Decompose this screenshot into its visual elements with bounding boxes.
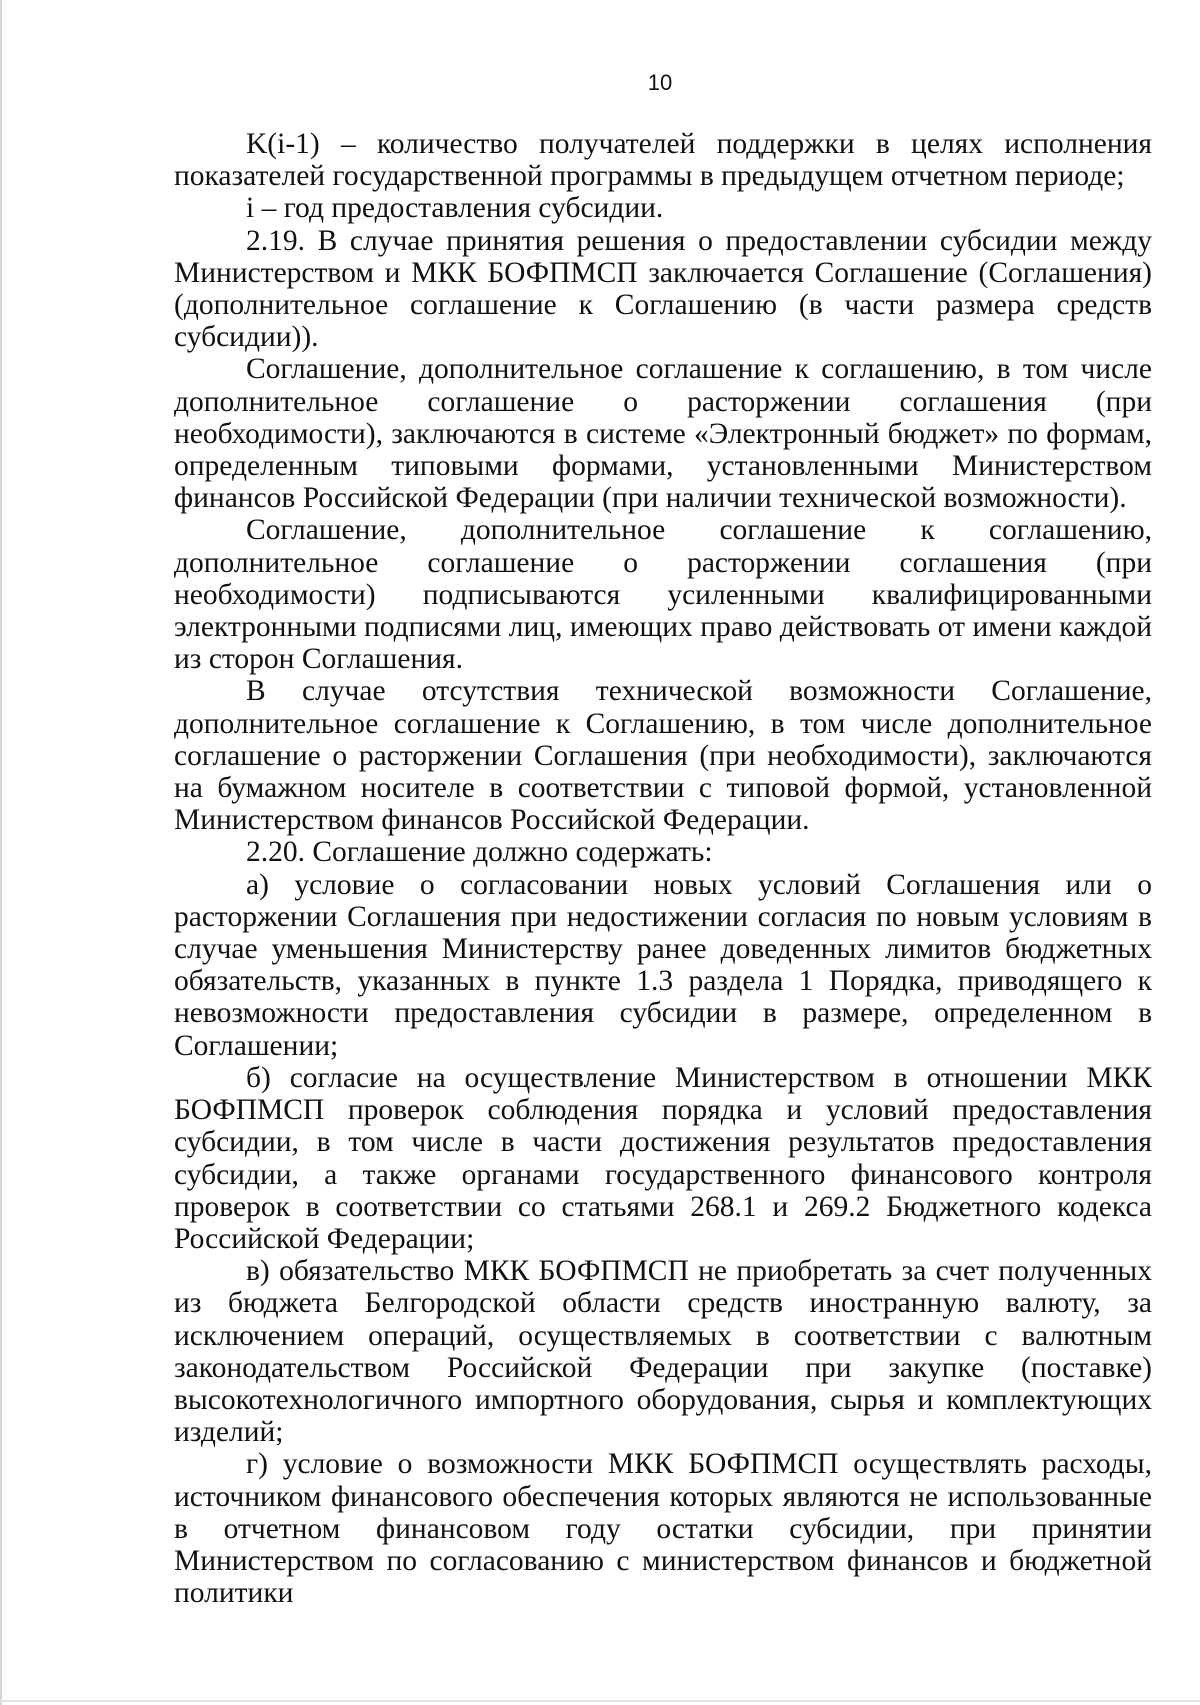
page-number: 10 (647, 70, 673, 95)
paragraph: 2.19. В случае принятия решения о предоставлении субсидии между Министерством и МКК БОФПМСП заключается Соглашение (Соглашения) (дополнительное соглашение к Соглашению (в части размера средств субсидии)). (174, 224, 1152, 354)
paragraph: Соглашение, дополнительное соглашение к соглашению, дополнительное соглашение о расторжении соглашения (при необходимости) подписываются усиленными квалифицированными электронными подписями лиц, имеющих право действовать от имени каждой из сторон Соглашения. (174, 514, 1152, 676)
paragraph: в) обязательство МКК БОФПМСП не приобретать за счет полученных из бюджета Белгородской области средств иностранную валюту, за исключением операций, осуществляемых в соответствии с валютным законодательством Российской Федерации при закупке (поставке) высокотехнологичного импортного оборудования, сырья и комплектующих изделий; (174, 1255, 1152, 1449)
paragraph: 2.20. Соглашение должно содержать: (246, 836, 713, 869)
scan-edge-mark (0, 0, 2, 1705)
document-body (174, 128, 1152, 1609)
paragraph: i – год предоставления субсидии. (246, 192, 664, 225)
paragraph: г) условие о возможности МКК БОФПМСП осуществлять расходы, источником финансового обеспечения которых являются не использованные в отчетном финансовом году остатки субсидии, при принятии Министерством по согласованию с министерством финансов и бюджетной политики (174, 1448, 1152, 1610)
paragraph: K(i-1) – количество получателей поддержки в целях исполнения показателей государственной программы в предыдущем отчетном периоде; (174, 128, 1152, 193)
paragraph: Соглашение, дополнительное соглашение к соглашению, в том числе дополнительное соглашение о расторжении соглашения (при необходимости), заключаются в системе «Электронный бюджет» по формам, определенным типовыми формами, установленными Министерством финансов Российской Федерации (при наличии технической возможности). (174, 353, 1152, 515)
paragraph: а) условие о согласовании новых условий Соглашения или о расторжении Соглашения при недостижении согласия по новым условиям в случае уменьшения Министерству ранее доведенных лимитов бюджетных обязательств, указанных в пункте 1.3 раздела 1 Порядка, приводящего к невозможности предоставления субсидии в размере, определенном в Соглашении; (174, 868, 1152, 1062)
paragraph: В случае отсутствия технической возможности Соглашение, дополнительное соглашение к Соглашению, в том числе дополнительное соглашение о расторжении Соглашения (при необходимости), заключаются на бумажном носителе в соответствии с типовой формой, установленной Министерством финансов Российской Федерации. (174, 675, 1152, 837)
paragraph: б) согласие на осуществление Министерством в отношении МКК БОФПМСП проверок соблюдения порядка и условий предоставления субсидии, в том числе в части достижения результатов предоставления субсидии, а также органами государственного финансового контроля проверок в соответствии со статьями 268.1 и 269.2 Бюджетного кодекса Российской Федерации; (174, 1061, 1152, 1255)
scan-edge-mark (0, 1700, 1200, 1702)
